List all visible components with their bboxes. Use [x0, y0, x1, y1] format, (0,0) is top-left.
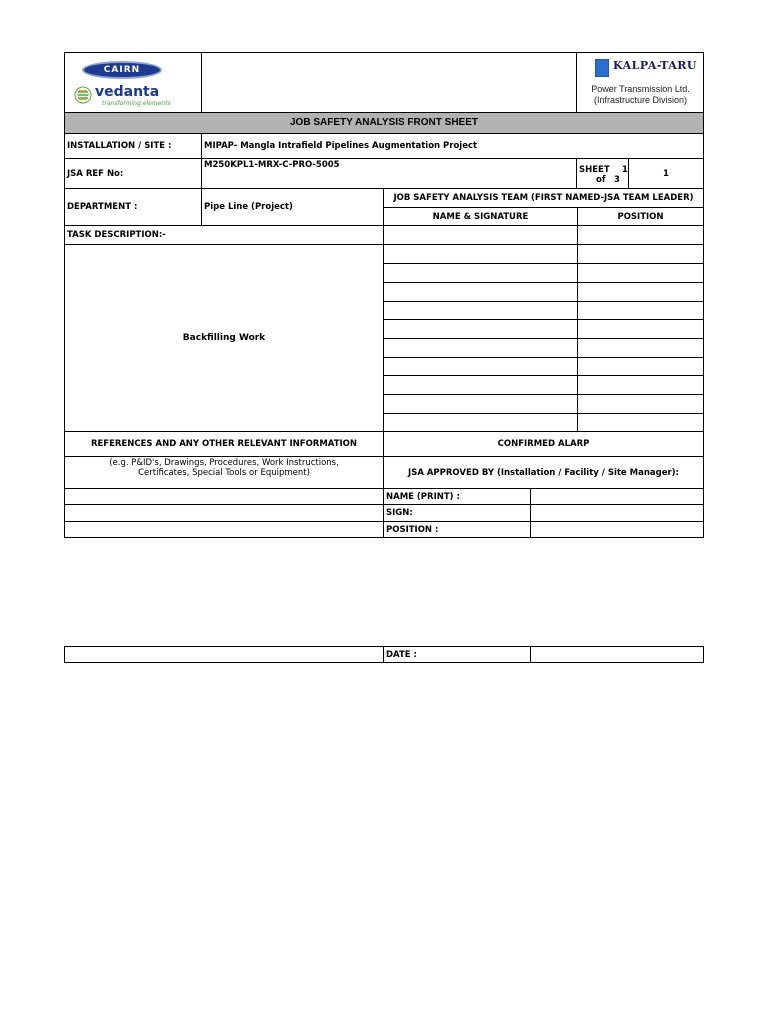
team-position-field[interactable]: [577, 357, 704, 376]
team-position-field[interactable]: [577, 319, 704, 339]
approval-date-field[interactable]: [530, 646, 704, 663]
sheet-of-label: of: [596, 175, 606, 185]
installation-value: MIPAP- Mangla Intrafield Pipelines Augmentation Project: [201, 133, 704, 159]
company-name-line2: (Infrastructure Division): [593, 95, 688, 105]
approval-sign-label: SIGN:: [383, 504, 531, 522]
cairn-logo: CAIRN: [82, 61, 162, 79]
team-position-column-header: POSITION: [577, 207, 704, 226]
reference-field[interactable]: [64, 504, 384, 522]
references-note: (e.g. P&ID's, Drawings, Procedures, Work Instructions, Certificates, Special Tools or Equipment): [64, 456, 384, 489]
team-position-field[interactable]: [577, 244, 704, 264]
vedanta-logo-text: vedanta: [95, 84, 160, 100]
team-position-field[interactable]: [577, 413, 704, 432]
logo-cell-left: [64, 52, 202, 113]
team-name-field[interactable]: [383, 301, 578, 320]
team-name-field[interactable]: [383, 394, 578, 414]
team-position-field[interactable]: [577, 338, 704, 358]
jsa-ref-value: M250KPL1-MRX-C-PRO-5005: [201, 158, 577, 189]
confirmed-alarp: CONFIRMED ALARP: [383, 431, 704, 457]
vedanta-tagline: transforming elements: [102, 100, 171, 107]
team-name-field[interactable]: [383, 319, 578, 339]
team-header: JOB SAFETY ANALYSIS TEAM (FIRST NAMED-JSA TEAM LEADER): [383, 188, 704, 208]
sheet-number: 1: [622, 165, 628, 175]
task-description-value: Backfilling Work: [64, 244, 384, 432]
team-name-field[interactable]: [383, 413, 578, 432]
approval-name-label: NAME (PRINT) :: [383, 488, 531, 505]
team-name-field[interactable]: [383, 338, 578, 358]
sheet-total: 3: [614, 175, 620, 185]
sheet-label: SHEET: [579, 165, 610, 175]
team-name-field[interactable]: [383, 357, 578, 376]
team-name-field[interactable]: [383, 282, 578, 302]
sheet-copy-number: 1: [628, 158, 704, 189]
vedanta-logo-icon: [74, 86, 92, 104]
team-position-field[interactable]: [577, 375, 704, 395]
team-position-field[interactable]: [577, 394, 704, 414]
team-position-field[interactable]: [577, 301, 704, 320]
kalpataru-logo-text: KALPA-TARU: [613, 59, 697, 72]
approved-by-label: JSA APPROVED BY (Installation / Facility / Site Manager):: [383, 456, 704, 489]
team-name-field[interactable]: [383, 375, 578, 395]
task-description-label: TASK DESCRIPTION:-: [64, 225, 384, 245]
reference-field[interactable]: [64, 521, 384, 538]
logo-cell-middle: [201, 52, 577, 113]
approval-position-label: POSITION :: [383, 521, 531, 538]
approval-position-field[interactable]: [530, 521, 704, 538]
team-position-field[interactable]: [577, 225, 704, 245]
team-name-column-header: NAME & SIGNATURE: [383, 207, 578, 226]
jsa-ref-label: JSA REF No:: [64, 158, 202, 189]
team-position-field[interactable]: [577, 282, 704, 302]
kalpataru-logo-icon: [595, 59, 609, 77]
approval-date-label: DATE :: [383, 646, 531, 663]
approval-sign-field[interactable]: [530, 504, 704, 522]
company-name-line1: Power Transmission Ltd.: [591, 84, 690, 94]
team-position-field[interactable]: [577, 263, 704, 283]
references-header: REFERENCES AND ANY OTHER RELEVANT INFORMATION: [64, 431, 384, 457]
reference-field[interactable]: [64, 488, 384, 505]
team-name-field[interactable]: [383, 263, 578, 283]
department-value: Pipe Line (Project): [201, 188, 384, 226]
team-name-field[interactable]: [383, 225, 578, 245]
approval-name-field[interactable]: [530, 488, 704, 505]
sheet-number-cell: [576, 158, 629, 189]
team-name-field[interactable]: [383, 244, 578, 264]
date-row-blank[interactable]: [64, 646, 384, 663]
department-label: DEPARTMENT :: [64, 188, 202, 226]
page-title: JOB SAFETY ANALYSIS FRONT SHEET: [64, 112, 704, 134]
logo-cell-right: [576, 52, 704, 113]
installation-label: INSTALLATION / SITE :: [64, 133, 202, 159]
